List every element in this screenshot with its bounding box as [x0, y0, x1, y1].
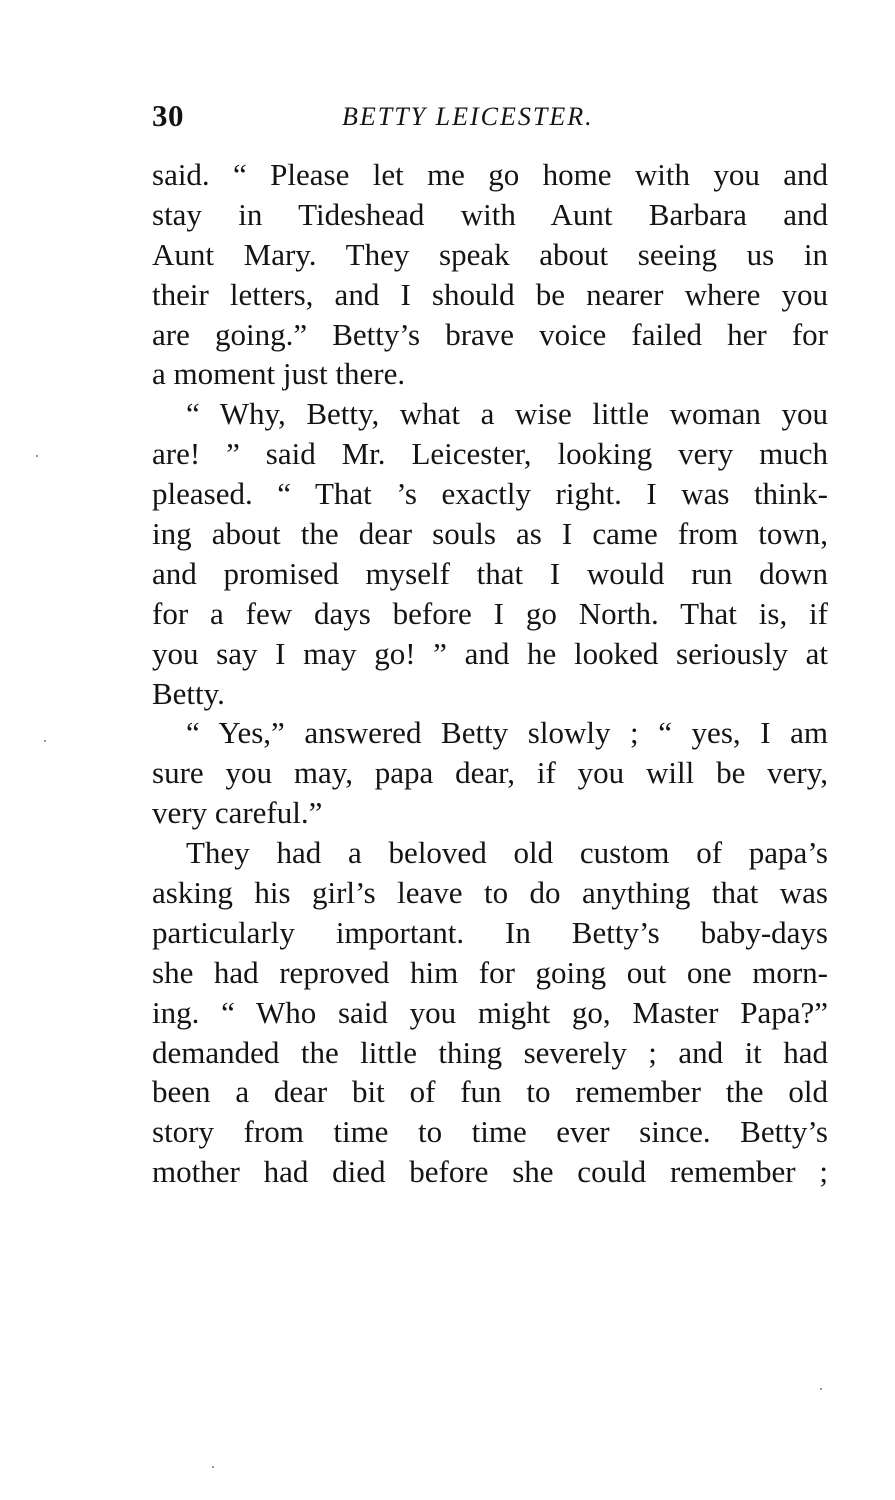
running-head: [152, 98, 828, 138]
text-line: said. “ Please let me go home with you and: [152, 157, 828, 192]
text-line: and promised myself that I would run down: [152, 555, 828, 591]
text-line: are! ” said Mr. Leicester, looking very much: [152, 436, 828, 472]
page-number: 30: [152, 98, 184, 133]
text-line: been a dear bit of fun to remember the old: [152, 1074, 828, 1110]
text-line: mother had died before she could remember ;: [152, 1154, 828, 1190]
text-line: very careful.”: [152, 795, 323, 831]
text-line: are going.” Betty’s brave voice failed her for: [152, 316, 828, 352]
running-title: BETTY LEICESTER.: [342, 102, 594, 131]
text-line: demanded the little thing severely ; and it had: [152, 1034, 828, 1070]
text-line: “ Why, Betty, what a wise little woman you: [186, 396, 828, 432]
text-line: Aunt Mary. They speak about seeing us in: [152, 236, 828, 272]
text-line: she had reproved him for going out one morn-: [152, 954, 828, 990]
text-line: stay in Tideshead with Aunt Barbara and: [152, 196, 828, 232]
text-line: you say I may go! ” and he looked seriously at: [152, 635, 828, 671]
text-line: story from time to time ever since. Betty’s: [152, 1114, 828, 1150]
text-line: ing about the dear souls as I came from town,: [152, 516, 828, 552]
text-line: Betty.: [152, 675, 225, 711]
text-line: ing. “ Who said you might go, Master Papa?”: [152, 994, 828, 1030]
text-line: for a few days before I go North. That is, if: [152, 595, 828, 631]
text-line: sure you may, papa dear, if you will be very,: [152, 755, 828, 791]
text-line: They had a beloved old custom of papa’s: [186, 835, 828, 871]
text-line: “ Yes,” answered Betty slowly ; “ yes, I am: [186, 715, 828, 751]
text-line: a moment just there.: [152, 356, 406, 392]
text-line: particularly important. In Betty’s baby-days: [152, 914, 828, 950]
body-text: [152, 155, 828, 1192]
text-line: pleased. “ That ’s exactly right. I was think-: [152, 476, 828, 512]
text-line: their letters, and I should be nearer where you: [152, 276, 828, 312]
text-line: asking his girl’s leave to do anything that was: [152, 875, 828, 911]
